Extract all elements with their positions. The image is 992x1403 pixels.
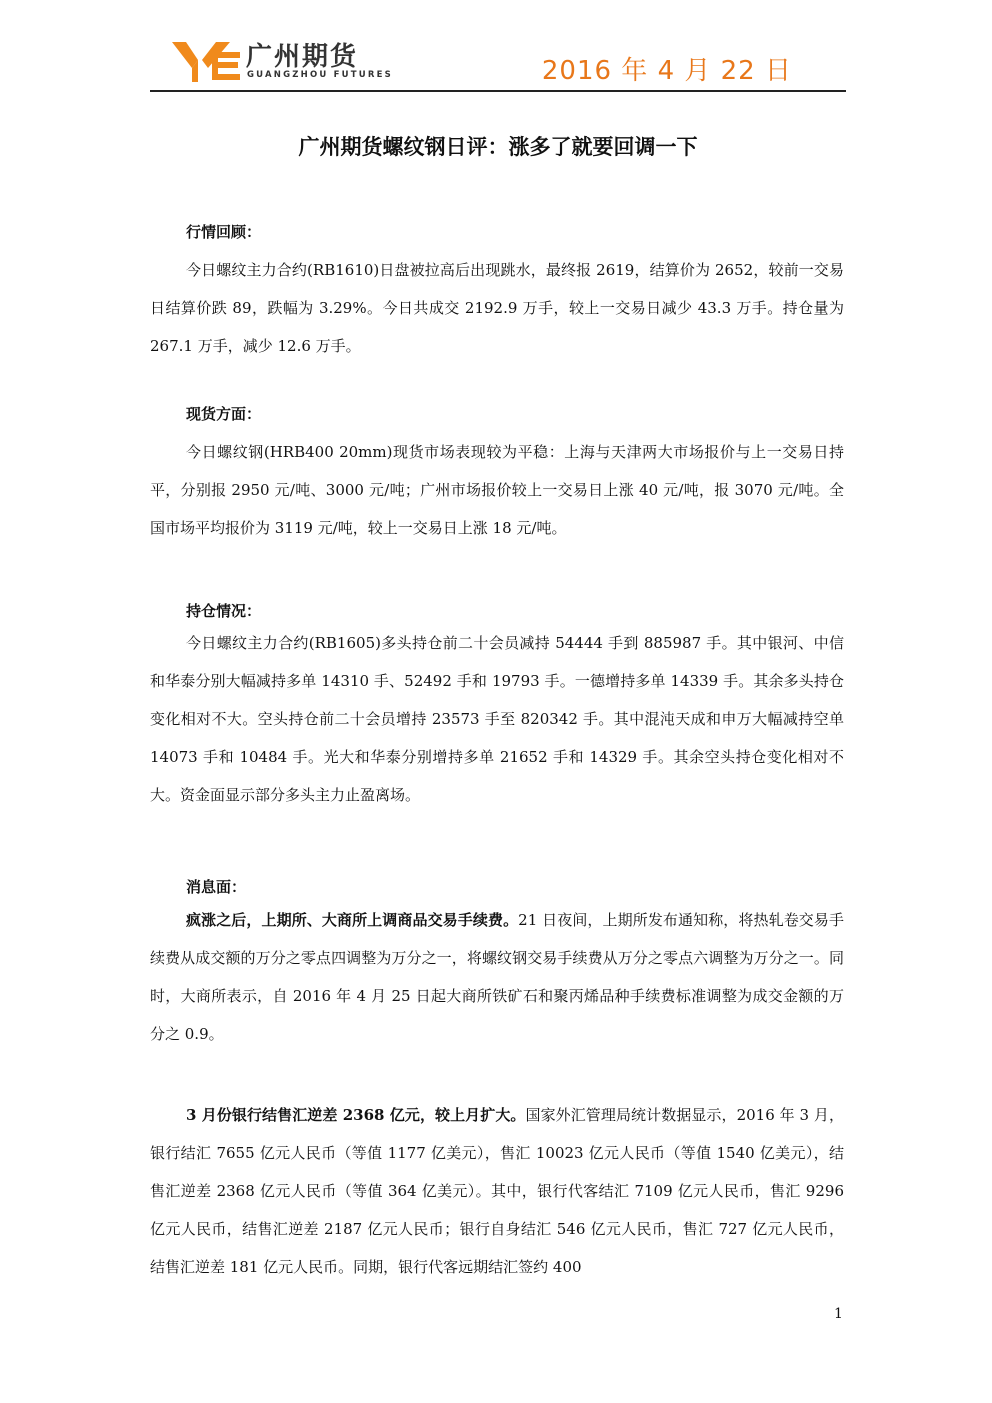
page-title: 广州期货螺纹钢日评：涨多了就要回调一下 <box>298 134 698 159</box>
page-header <box>150 30 846 90</box>
header-divider <box>150 90 846 92</box>
gzf-logo-icon <box>172 40 242 84</box>
logo-company-name: 广州期货 <box>246 42 359 72</box>
paragraph-spot: 今日螺纹钢(HRB400 20mm)现货市场表现较为平稳：上海与天津两大市场报价与上一交易日持平，分别报 2950 元/吨、3000 元/吨；广州市场报价较上一交易日上涨 40 元/吨，报 3070 元/吨。全国市场平均报价为 3119 元/吨，较上一交易日上涨 18 元/吨。 <box>150 443 844 537</box>
report-date: 2016 年 4 月 22 日 <box>541 56 792 86</box>
news-fx-headline: 3 月份银行结售汇逆差 2368 亿元，较上月扩大。 <box>186 1106 526 1124</box>
news-fees-headline: 疯涨之后，上期所、大商所上调商品交易手续费。 <box>186 911 519 929</box>
paragraph-review: 今日螺纹主力合约(RB1610)日盘被拉高后出现跳水，最终报 2619，结算价为 2652，较前一交易日结算价跌 89，跌幅为 3.29%。今日共成交 2192.9 万手，较上一交易日减少 43.3 万手。持仓量为 267.1 万手，减少 12.6 万手。 <box>150 261 844 355</box>
section-heading-positions: 持仓情况： <box>186 602 262 620</box>
logo-company-name-en: GUANGZHOU FUTURES <box>247 70 393 80</box>
paragraph-positions: 今日螺纹主力合约(RB1605)多头持仓前二十会员减持 54444 手到 885987 手。其中银河、中信和华泰分别大幅减持多单 14310 手、52492 手和 19793 手。一德增持多单 14339 手。其余多头持仓变化相对不大。空头持仓前二十会员增持 23573 手至 820342 手。其中混沌天成和申万大幅减持空单 14073 手和 10484 手。光大和华泰分别增持多单 21652 手和 14329 手。其余空头持仓变化相对不大。资金面显示部分多头主力止盈离场。 <box>150 634 844 804</box>
news-fx-body: 国家外汇管理局统计数据显示，2016 年 3 月，银行结汇 7655 亿元人民币（等值 1177 亿美元），售汇 10023 亿元人民币（等值 1540 亿美元），结售汇逆差 2368 亿元人民币（等值 364 亿美元）。其中，银行代客结汇 7109 亿元人民币，售汇 9296 亿元人民币，结售汇逆差 2187 亿元人民币；银行自身结汇 546 亿元人民币，售汇 727 亿元人民币，结售汇逆差 181 亿元人民币。同期，银行代客远期结汇签约 400 <box>150 1106 845 1276</box>
section-heading-review: 行情回顾： <box>186 223 262 241</box>
section-heading-news: 消息面： <box>186 878 247 896</box>
news-fees-body: 21 日夜间，上期所发布通知称，将热轧卷交易手续费从成交额的万分之零点四调整为万分之一，将螺纹钢交易手续费从万分之零点六调整为万分之一。同时，大商所表示，自 2016 年 4 月 25 日起大商所铁矿石和聚丙烯品种手续费标准调整为成交金额的万分之 0.9。 <box>150 911 844 1043</box>
paragraph-news-fx <box>150 1096 844 1286</box>
page-number: 1 <box>834 1306 843 1322</box>
section-heading-spot: 现货方面： <box>186 405 262 423</box>
paragraph-news-fees <box>150 901 844 1053</box>
